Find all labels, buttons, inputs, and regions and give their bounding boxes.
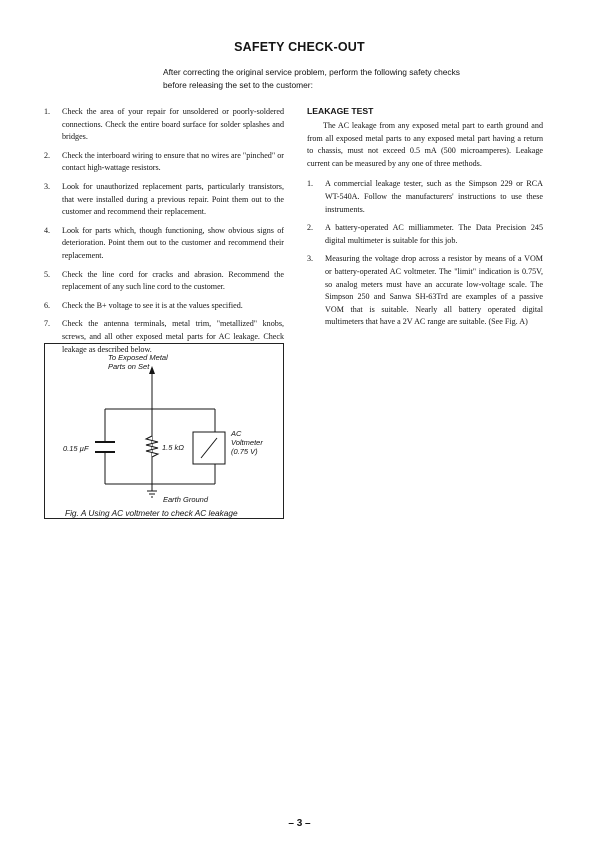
figure-caption: Fig. A Using AC voltmeter to check AC leakage	[65, 508, 238, 518]
item-text: Check the B+ voltage to see it is at the values specified.	[62, 300, 243, 310]
list-item	[44, 225, 284, 263]
item-number: 5.	[44, 269, 51, 279]
resistor-icon	[146, 436, 158, 457]
resistor-label: 1.5 kΩ	[162, 443, 184, 452]
page-number: – 3 –	[288, 818, 311, 829]
meter-label-line2: Voltmeter	[231, 438, 263, 447]
probe-label-line2: Parts on Set	[108, 362, 150, 371]
item-text: Check the line cord for cracks and abrasion. Recommend the replacement of any such line cord to the customer.	[62, 269, 284, 292]
probe-arrow-icon	[149, 366, 155, 374]
item-text: Check the interboard wiring to ensure that no wires are "pinched" or contact high-wattage resistors.	[62, 150, 284, 173]
capacitor-label: 0.15 µF	[63, 444, 89, 453]
probe-label-line1: To Exposed Metal	[108, 353, 168, 362]
item-number: 4.	[44, 225, 51, 235]
item-number: 1.	[307, 179, 314, 189]
voltmeter-icon	[193, 432, 225, 464]
list-item	[307, 253, 543, 329]
item-text: Look for unauthorized replacement parts, particularly transistors, that were installed during a previous repair. Point them out to the customer and recommend their replacement.	[62, 181, 284, 217]
list-item	[307, 222, 543, 247]
list-item	[44, 150, 284, 175]
section-heading: LEAKAGE TEST	[307, 106, 374, 116]
item-number: 2.	[307, 223, 314, 233]
page-title: SAFETY CHECK-OUT	[234, 40, 365, 54]
meter-label-line3: (0.75 V)	[231, 447, 258, 456]
meter-label-line1: AC	[231, 429, 242, 438]
item-number: 2.	[44, 150, 51, 160]
list-item	[44, 106, 284, 144]
checklist	[44, 106, 284, 362]
intro-text: After correcting the original service problem, perform the following safety checks before releasing the set to the customer:	[163, 67, 460, 90]
list-item	[307, 178, 543, 216]
list-item	[44, 269, 284, 294]
item-number: 7.	[44, 319, 51, 329]
figure-a	[44, 343, 284, 519]
item-number: 6.	[44, 300, 51, 310]
item-text: Look for parts which, though functioning, show obvious signs of deterioration. Point them out to the customer and recommend their replacement.	[62, 225, 284, 260]
list-item	[44, 300, 284, 313]
item-number: 1.	[44, 107, 51, 116]
item-number: 3.	[44, 181, 51, 191]
item-text: A commercial leakage tester, such as the Simpson 229 or RCA WT-540A. Follow the manufacturers' instructions to use these instruments.	[325, 179, 543, 214]
leakage-section	[307, 106, 543, 335]
item-text: Measuring the voltage drop across a resistor by means of a VOM or battery-operated AC voltmeter. The "limit" indication is 0.75V, so analog meters must have an accurate low-voltage scale. The Simpson 250 and Sanwa SH-63Trd are examples of a passive VOM that is suitable. Nearly all battery operated digital multimeters that have a 2V AC range are suitable. (See Fig. A)	[325, 254, 543, 327]
capacitor-icon	[95, 442, 115, 452]
item-text: Check the antenna terminals, metal trim, "metallized" knobs, screws, and all other exposed metal parts for AC leakage. Check leakage as described below.	[62, 319, 284, 354]
item-text: A battery-operated AC milliammeter. The Data Precision 245 digital multimeter is suitable for this job.	[325, 223, 543, 245]
list-item	[44, 181, 284, 219]
ground-label: Earth Ground	[163, 495, 209, 504]
section-intro: The AC leakage from any exposed metal part to earth ground and from all exposed metal parts to any exposed metal part having a return to chassis, must not exceed 0.5 mA (500 microamperes). Leakage current can be measured by any one of three methods.	[307, 121, 543, 168]
item-text: Check the area of your repair for unsoldered or poorly-soldered connections. Check the entire board surface for solder splashes and bridges.	[62, 107, 284, 142]
circuit-diagram	[45, 344, 285, 520]
item-number: 3.	[307, 254, 314, 264]
